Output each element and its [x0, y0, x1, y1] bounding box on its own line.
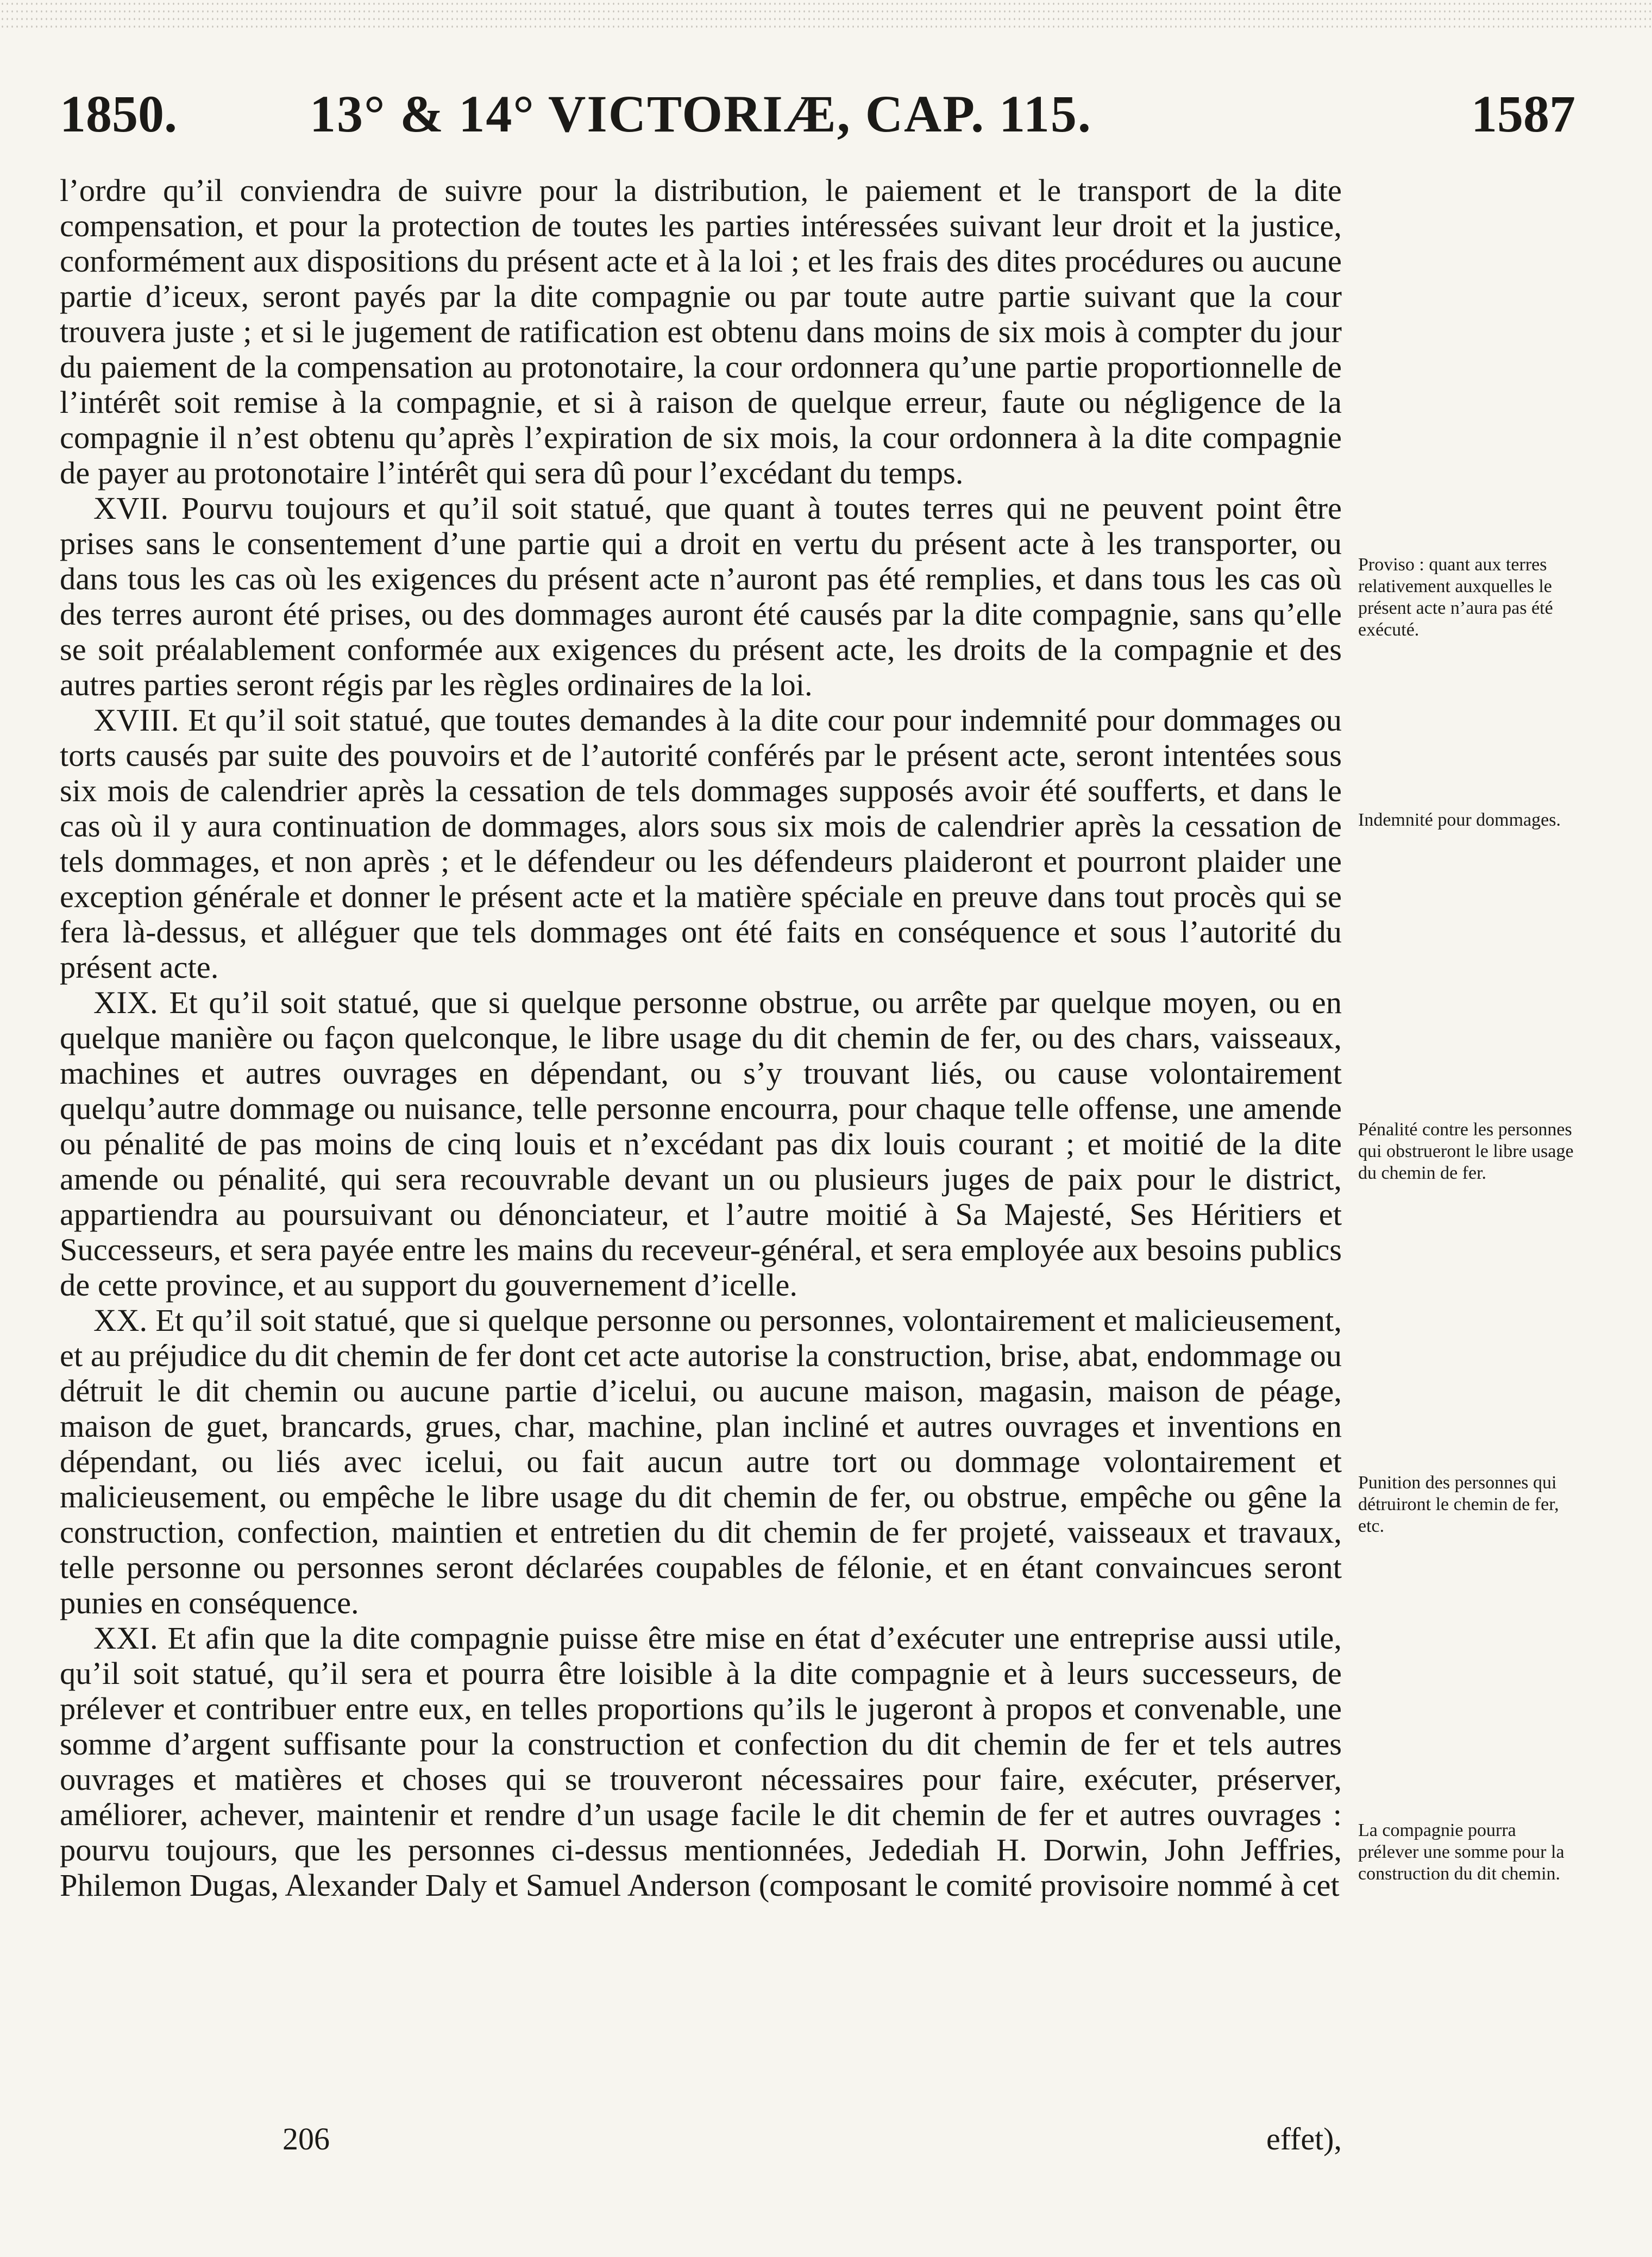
- section-xx: [60, 1303, 1342, 1620]
- page-footer: [60, 2121, 1342, 2159]
- header-title: 13° & 14° VICTORIÆ, CAP. 115.: [310, 85, 1092, 143]
- section-xix: [60, 985, 1342, 1303]
- section-text: Et afin que la dite compagnie puisse être mise en état d’exécuter une entreprise aussi utile, qu’il soit statué, qu’il sera et pourra être loisible à la dite compagnie et à leurs successeurs, de prélever et contribuer entre eux, en telles proportions qu’ils le jugeront à propos et convenable, une somme d’argent suffisante pour la construction et confection du dit chemin de fer et tels autres ouvrages et matières et choses qui se trouveront nécessaires pour faire, exécuter, préserver, améliorer, achever, maintenir et rendre d’un usage facile le dit chemin de fer et autres ouvrages : pourvu toujours, que les personnes ci-dessus mentionnées, Jedediah H. Dorwin, John Jeffries, Philemon Dugas, Alexander Daly et Samuel Anderson (composant le comité provisoire nommé à cet: [60, 1620, 1342, 1903]
- statute-text: [60, 173, 1342, 1903]
- section-number: XVIII.: [93, 702, 179, 738]
- margin-note-punition: Punition des personnes qui détruiront le chemin de fer, etc.: [1358, 1473, 1559, 1536]
- signature-folio: 206: [282, 2121, 330, 2157]
- paragraph-continuation: l’ordre qu’il conviendra de suivre pour la distribution, le paiement et le transport de la dite compensation, et pour la protection de toutes les parties intéressées suivant leur droit et la justice, conformément aux dispositions du présent acte et à la loi ; et les frais des dites procédures ou aucune partie d’iceux, seront payés par la dite compagnie ou par toute autre partie suivant que la cour trouvera juste ; et si le jugement de ratification est obtenu dans moins de six mois à compter du jour du paiement de la compensation au protonotaire, la cour ordonnera qu’une partie proportionnelle de l’intérêt soit remise à la compagnie, et si à raison de quelque erreur, faute ou négligence de la compagnie il n’est obtenu qu’après l’expiration de six mois, la cour ordonnera à la dite compagnie de payer au protonotaire l’intérêt qui sera dû pour l’excédant du temps.: [60, 173, 1342, 491]
- section-text: Et qu’il soit statué, que si quelque personne ou personnes, volontairement et malicieusement, et au préjudice du dit chemin de fer dont cet acte autorise la construction, brise, abat, endommage ou détruit le dit chemin ou aucune partie d’icelui, ou aucune maison, magasin, maison de péage, maison de guet, brancards, grues, char, machine, plan incliné et autres ouvrages et inventions en dépendant, ou liés avec icelui, ou fait aucun autre tort ou dommage volontairement et malicieusement, ou empêche le libre usage du dit chemin de fer, ou obstrue, empêche ou gêne la construction, confection, maintien et entretien du dit chemin de fer projeté, vaisseaux et travaux, telle personne ou personnes seront déclarées coupables de félonie, et en étant convaincues seront punies en conséquence.: [60, 1303, 1342, 1620]
- section-number: XX.: [93, 1303, 148, 1338]
- margin-note-compagnie: La compagnie pourra prélever une somme pour la construction du dit chemin.: [1358, 1820, 1565, 1884]
- section-xxi: [60, 1620, 1342, 1903]
- section-number: XVII.: [93, 491, 169, 526]
- section-text: Et qu’il soit statué, que si quelque personne obstrue, ou arrête par quelque moyen, ou en quelque manière ou façon quelconque, le libre usage du dit chemin de fer, ou des chars, vaisseaux, machines et autres ouvrages en dépendant, ou s’y trouvant liés, ou cause volontairement quelqu’autre dommage ou nuisance, telle personne encourra, pour chaque telle offense, une amende ou pénalité de pas moins de cinq louis et n’excédant pas dix louis courant ; et moitié de la dite amende ou pénalité, qui sera recouvrable devant un ou plusieurs juges de paix pour le district, appartiendra au poursuivant ou dénonciateur, et l’autre moitié à Sa Majesté, Ses Héritiers et Successeurs, et sera payée entre les mains du receveur-général, et sera employée aux besoins publics de cette province, et au support du gouvernement d’icelle.: [60, 985, 1342, 1303]
- section-text: Et qu’il soit statué, que toutes demandes à la dite cour pour indemnité pour dommages ou torts causés par suite des pouvoirs et de l’autorité conférés par le présent acte, seront intentées sous six mois de calendrier après la cessation de tels dommages supposés avoir été soufferts, et dans le cas où il y aura continuation de dommages, alors sous six mois de calendrier après la cessation de tels dommages, et non après ; et le défendeur ou les défendeurs plaideront et pourront plaider une exception générale et donner le présent acte et la matière spéciale en preuve dans tout procès qui se fera là-dessus, et alléguer que tels dommages ont été faits en conséquence et sous l’autorité du présent acte.: [60, 702, 1342, 985]
- running-header: [60, 81, 1575, 158]
- margin-note-proviso: Proviso : quant aux terres relativement auxquelles le présent acte n’aura pas été exécuté.: [1358, 555, 1553, 640]
- scan-border-noise: [0, 0, 1652, 33]
- section-xvii: [60, 491, 1342, 702]
- section-number: XIX.: [93, 985, 158, 1020]
- header-year: 1850.: [60, 85, 177, 143]
- page-number: 1587: [1471, 85, 1575, 143]
- section-number: XXI.: [93, 1620, 158, 1656]
- section-xviii: [60, 702, 1342, 985]
- section-text: Pourvu toujours et qu’il soit statué, que quant à toutes terres qui ne peuvent point être prises sans le consentement d’une partie qui a droit en vertu du présent acte à les transporter, ou dans tous les cas où les exigences du présent acte n’auront pas été remplies, et dans tous les cas où des terres auront été prises, ou des dommages auront été causés par la dite compagnie, sans qu’elle se soit préalablement conformée aux exigences du présent acte, les droits de la compagnie et des autres parties seront régis par les règles ordinaires de la loi.: [60, 491, 1342, 702]
- margin-note-penalite: Pénalité contre les personnes qui obstrueront le libre usage du chemin de fer.: [1358, 1120, 1574, 1183]
- catchword: effet),: [1266, 2121, 1342, 2157]
- margin-note-indemnite: Indemnité pour dommages.: [1358, 810, 1561, 830]
